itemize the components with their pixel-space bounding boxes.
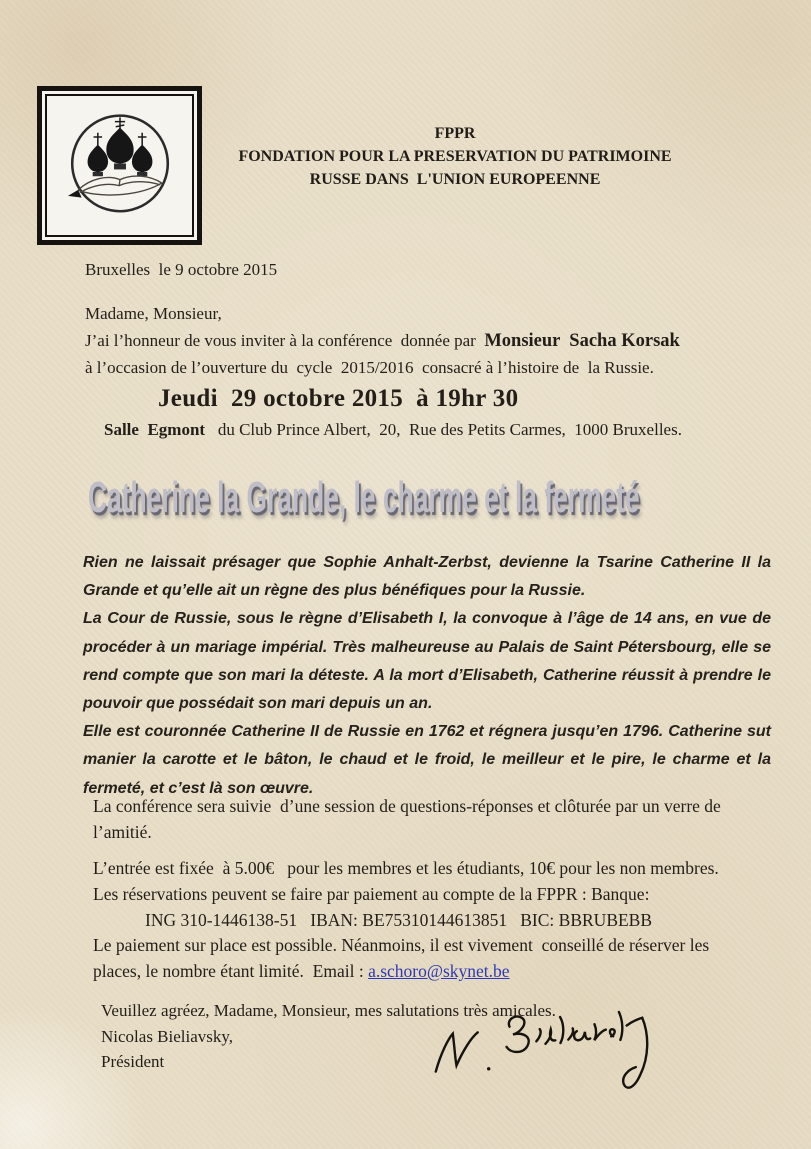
venue-address: du Club Prince Albert, 20, Rue des Petits Carmes, 1000 Bruxelles. [205, 420, 682, 439]
abstract-paragraph-1: Rien ne laissait présager que Sophie Anhalt-Zerbst, devienne la Tsarine Catherine II la Grande et qu’elle ait un règne des plus bénéfiques pour la Russie. [83, 554, 771, 600]
invitation-line2: à l’occasion de l’ouverture du cycle 2015/2016 consacré à l’histoire de la Russie. [85, 358, 654, 377]
event-datetime: Jeudi 29 octobre 2015 à 19hr 30 [158, 385, 519, 412]
invitation-text: J’ai l’honneur de vous inviter à la conférence donnée par [85, 331, 485, 350]
bank-account-line: ING 310-1446138-51 IBAN: BE75310144613851 BIC: BBRUBEBB [145, 909, 653, 930]
price-line: L’entrée est fixée à 5.00€ pour les membres et les étudiants, 10€ pour les non membres. [93, 858, 719, 878]
signature-image [422, 994, 662, 1114]
org-name-line2: RUSSE DANS L'UNION EUROPEENNE [309, 171, 601, 188]
sender-name: Nicolas Bieliavsky, [101, 1026, 234, 1046]
payment-line1: Le paiement sur place est possible. Néanmoins, il est vivement conseillé de réserver les [93, 935, 710, 956]
org-abbreviation: FPPR [434, 125, 476, 142]
payment-line2 [93, 959, 788, 985]
after-talk-line2: l’amitié. [93, 822, 152, 842]
after-talk-line1: La conférence sera suivie d’une session de questions-réponses et clôturée par un verre de [93, 796, 721, 816]
payment-line2-text: places, le nombre étant limité. Email : [93, 961, 369, 982]
invitation-line1 [85, 331, 680, 352]
abstract-paragraph-3: Elle est couronnée Catherine II de Russie en 1762 et régnera jusqu’en 1796. Catherine sut manier la carotte et le bâton, le chaud et le froid, le meilleur et le pire, le charme et la fermeté, et c’est là son œuvre. [83, 723, 771, 797]
after-talk-note [93, 793, 781, 845]
email-link[interactable]: a.schoro@skynet.be [368, 961, 510, 982]
lecture-title: Catherine la Grande, le charme et la fermeté [88, 473, 640, 522]
letterhead [150, 122, 760, 191]
venue-line [104, 420, 682, 440]
practical-details [93, 856, 788, 985]
venue-room: Salle Egmont [104, 420, 206, 439]
dateline: Bruxelles le 9 octobre 2015 [85, 260, 278, 279]
reservation-line: Les réservations peuvent se faire par paiement au compte de la FPPR : Banque: [93, 883, 650, 904]
handwritten-signature-icon [422, 994, 662, 1114]
speaker-name: Monsieur Sacha Korsak [484, 331, 680, 351]
abstract-paragraph-2: La Cour de Russie, sous le règne d’Elisabeth I, la convoque à l’âge de 14 ans, en vue de procéder à un mariage impérial. Très malheureuse au Palais de Saint Pétersbourg, elle se rend compte que son mari la déteste. A la mort d’Elisabeth, Catherine réussit à prendre le pouvoir que possédait son mari depuis un an. [83, 610, 771, 713]
abstract [83, 549, 771, 803]
org-name-line1: FONDATION POUR LA PRESERVATION DU PATRIMOINE [238, 148, 672, 165]
salutation: Madame, Monsieur, [85, 304, 222, 323]
sender-role: Président [101, 1052, 165, 1071]
closing-salutation: Veuillez agréez, Madame, Monsieur, mes salutations très amicales. [101, 1001, 556, 1020]
